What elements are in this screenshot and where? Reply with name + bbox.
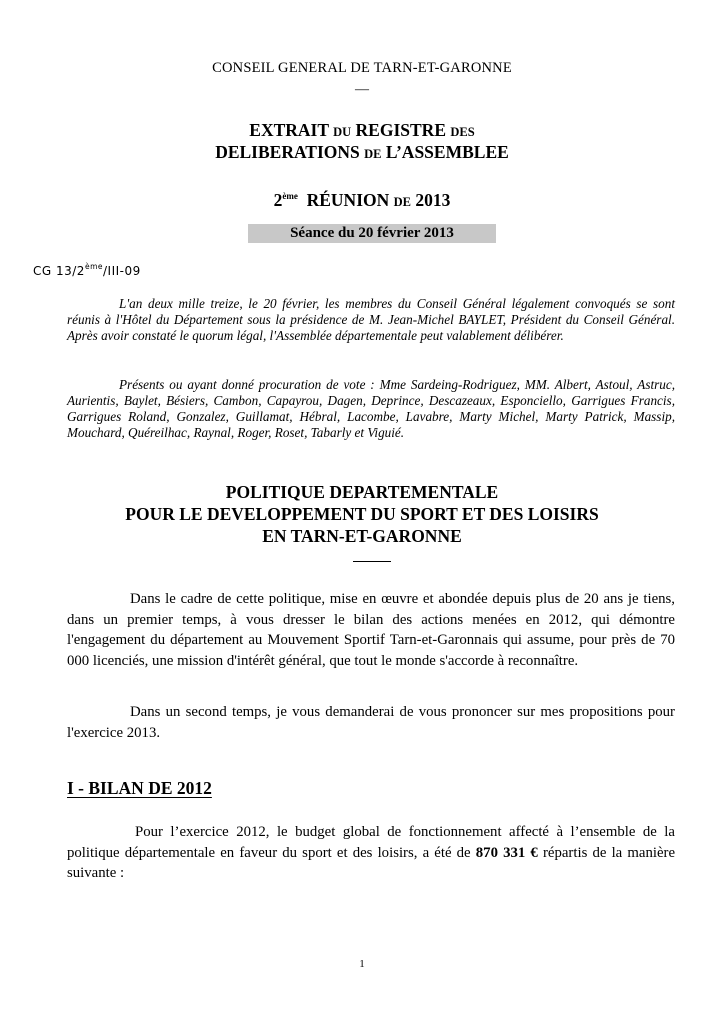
- title-word-registre: REGISTRE: [355, 120, 446, 140]
- body-paragraph-2: Dans un second temps, je vous demanderai de vous prononcer sur mes propositions pour l'exercice 2013.: [67, 704, 675, 741]
- reference-sup: ème: [84, 262, 103, 271]
- budget-paragraph: [67, 822, 675, 884]
- title-word-du: DU: [333, 125, 352, 139]
- budget-amount: 870 331 €: [475, 844, 538, 861]
- section-heading: I - BILAN DE 2012: [67, 778, 212, 798]
- document-header: CONSEIL GENERAL DE TARN-ET-GARONNE: [212, 60, 512, 76]
- intro-paragraph: L'an deux mille treize, le 20 février, les membres du Conseil Général légalement convoqués se sont réunis à l'Hôtel du Département sous la présidence de M. Jean-Michel BAYLET, Président du Conseil Général. Après avoir constaté le quorum légal, l'Assemblée départementale peut valablement délibérer.: [67, 296, 675, 343]
- title-word-de-2: DE: [393, 195, 412, 209]
- page-number: 1: [359, 958, 365, 970]
- seance-date-box: Séance du 20 février 2013: [248, 224, 496, 243]
- budget-text-after: répartis de la manière suivante :: [67, 844, 676, 881]
- policy-title-line-2: POUR LE DEVELOPPEMENT DU SPORT ET DES LOISIRS: [125, 504, 599, 524]
- title-word-reunion: RÉUNION: [306, 190, 390, 210]
- title-line-1: [0, 119, 724, 143]
- title-line-3: [0, 185, 724, 213]
- title-word-de: DE: [364, 147, 382, 161]
- title-line-2: [0, 141, 724, 165]
- attendees-paragraph: Présents ou ayant donné procuration de vote : Mme Sardeing-Rodriguez, MM. Albert, Astoul, Astruc, Aurientis, Baylet, Bésiers, Cambon, Capayrou, Dagen, Deprince, Descazeaux, Esponciello, Garrigues Francis, Garrigues Roland, Gonzalez, Guillamat, Hébral, Lacombe, Lavabre, Marty Michel, Marty Patrick, Massip, Mouchard, Quéreilhac, Raynal, Roger, Roset, Tabarly et Viguié.: [67, 377, 675, 440]
- title-word-extrait: EXTRAIT: [249, 120, 329, 140]
- header-dash: —: [355, 82, 369, 97]
- policy-title-line-1: POLITIQUE DEPARTEMENTALE: [225, 482, 499, 502]
- deliberation-reference: [33, 262, 141, 278]
- title-word-deliberations: DELIBERATIONS: [215, 142, 360, 162]
- title-word-assemblee: L’ASSEMBLEE: [385, 142, 509, 162]
- reference-suffix: /III-09: [103, 264, 141, 278]
- budget-text-before: Pour l’exercice 2012, le budget global de fonctionnement affecté à l’ensemble de la politique départementale en faveur du sport et des loisirs, a été de: [67, 824, 675, 861]
- reference-prefix: CG 13/2: [33, 264, 85, 278]
- body-paragraph-1: Dans le cadre de cette politique, mise en œuvre et abondée depuis plus de 20 ans je tiens, dans un premier temps, à vous dresser le bilan des actions menées en 2012, qui démontre l'engagement du département au Mouvement Sportif Tarn-et-Garonnais qui assume, pour près de 70 000 licenciés, une mission d'intérêt général, que tout le monde s'accorde à reconnaître.: [67, 591, 675, 669]
- title-word-des: DES: [450, 125, 475, 139]
- title-separator: [353, 561, 391, 562]
- meeting-number: 2: [273, 190, 283, 210]
- meeting-number-sup: ème: [282, 191, 298, 201]
- policy-title-line-3: EN TARN-ET-GARONNE: [262, 526, 462, 546]
- title-year: 2013: [415, 190, 451, 210]
